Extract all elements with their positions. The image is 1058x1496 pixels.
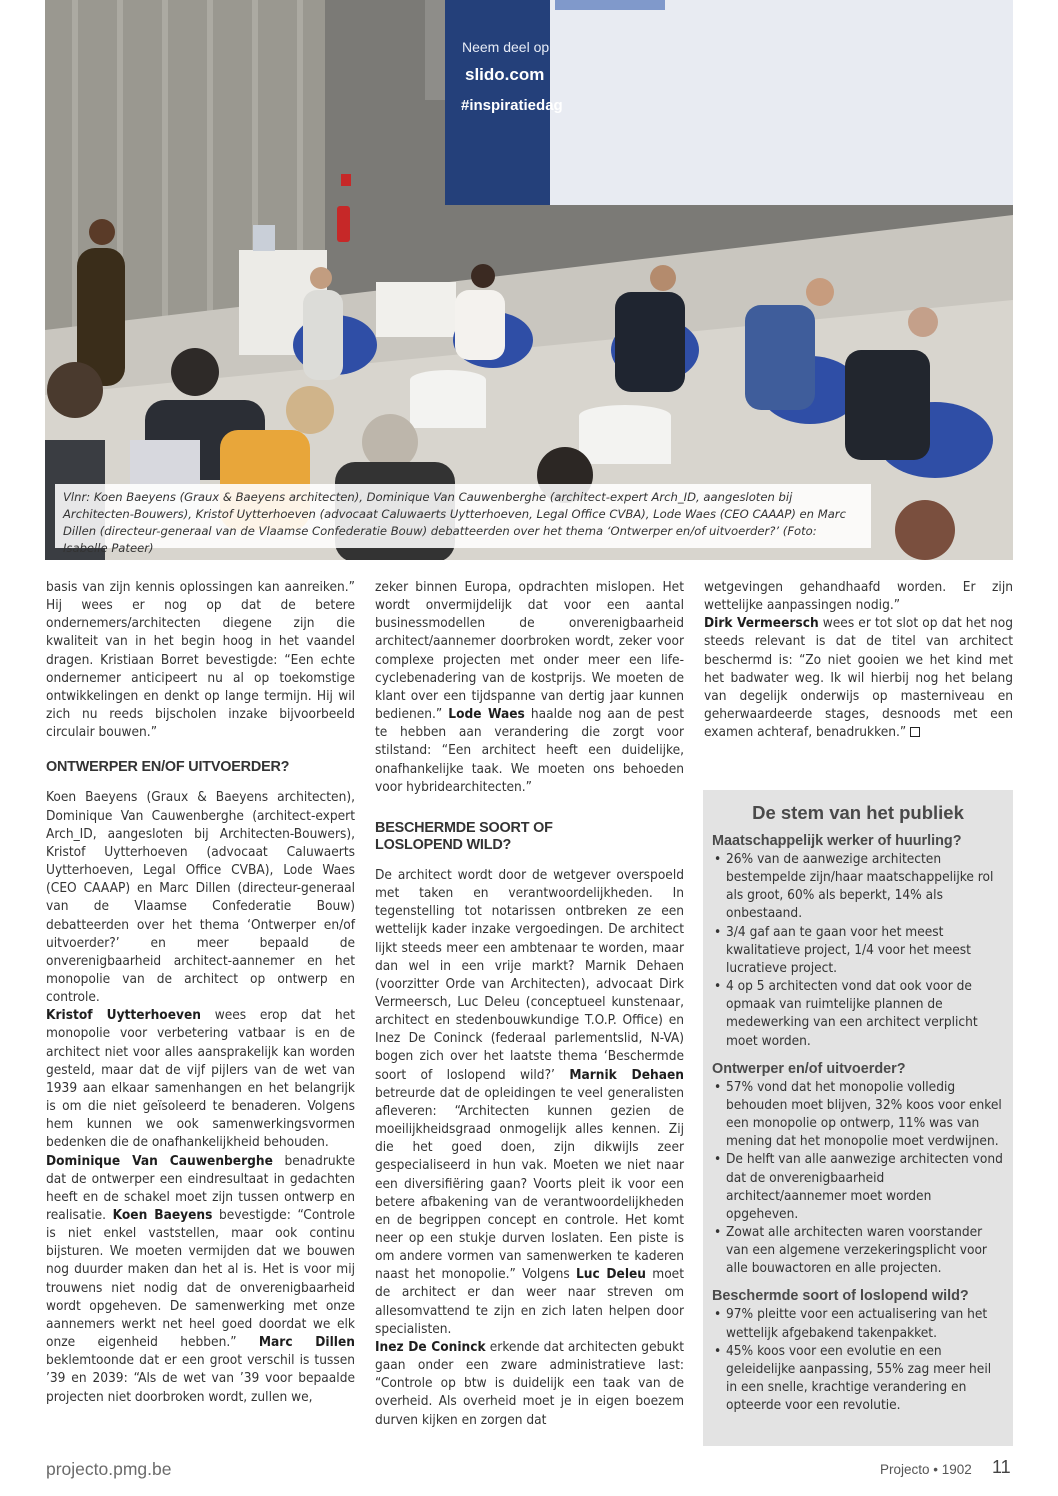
- paragraph: wetgevingen gehandhaafd worden. Er zijn wettelijke aanpassingen nodig.”: [704, 579, 1013, 614]
- footer-magazine-issue: Projecto • 1902: [880, 1462, 972, 1477]
- list-item: • 57% vond dat het monopolie volledig behouden moet blijven, 32% koos voor enkel een monopolie op ontwerp, 11% was van mening dat het monopolie moet verdwijnen.: [712, 1078, 1004, 1151]
- speaker-name: Lode Waes: [448, 706, 525, 723]
- speaker-name: Koen Baeyens: [112, 1207, 213, 1223]
- end-of-article-icon: [910, 727, 920, 737]
- paragraph: basis van zijn kennis oplossingen kan aanreiken.” Hij wees er nog op dat de betere ondernemers/architecten diegene zijn die kwaliteit van in het begin hoog in het vaandel dragen. Kristiaan Borret bevestigde: “Een echte ondernemer anticipeert nu al op toekomstige ontwikkelingen en denkt op lange termijn. Hij wil zich nu reeds bijscholen inzake bijvoorbeeld circulair bouwen.”: [46, 579, 355, 741]
- paragraph: [375, 1338, 684, 1429]
- paragraph-text: De architect wordt door de wetgever overspoeld met taken en verantwoordelijkheden. In tegenstelling tot notarissen ontbreken ze een wettelijk kader inzake vergoedingen. De architect lijkt steeds meer een ambtenaar te worden, maar dan wel in een vrije markt? Marnik Dehaen (voorzitter Orde van Architecten), advocaat Dirk Vermeersch, Luc Deleu (conceptueel kunstenaar, architect en stedenbouwkundige T.O.P. Office) en Inez De Coninck (federaal parlementslid, N-VA) bogen zich over het laatste thema ‘Beschermde soort of loslopend wild?’: [375, 866, 684, 1083]
- paragraph: [375, 866, 684, 1338]
- speaker-name: Kristof Uytterhoeven: [46, 1007, 201, 1024]
- box-subheading: Maatschappelijk werker of huurling?: [712, 833, 962, 849]
- screen-line-1: Neem deel op: [462, 39, 550, 55]
- section-heading-beschermde-soort: BESCHERMDE SOORT OF LOSLOPEND WILD?: [375, 819, 553, 853]
- list-item: • 4 op 5 architecten vond dat ook voor de opmaak van ruimtelijke plannen de medewerking van een architect verplicht moet worden.: [712, 977, 1004, 1050]
- paragraph-text: wees erop dat het monopolie voor verbetering vatbaar is en de architect niet voor alles aansprakelijk kan worden gesteld, maar dat de vijf pijlers van de wet van 1939 aan elkaar samenhangen en het belangrijk is om die niet geïsoleerd te benaderen. Volgens hem kunnen we ook samenwerkingsvormen bedenken die de onafhankelijkheid behouden.: [46, 1007, 355, 1151]
- list-item: • 97% pleitte voor een actualisering van het wettelijk afgebakend takenpakket.: [712, 1305, 1004, 1341]
- photo-caption: Vlnr: Koen Baeyens (Graux & Baeyens architecten), Dominique Van Cauwenberghe (architect-expert Arch_ID, aangesloten bij Architecten-Bouwers), Kristof Uytterhoeven (advocaat Caluwaerts Uytterhoeven, Legal Office CVBA), Lode Waes (CEO CAAAP) en Marc Dillen (directeur-generaal van de Vlaamse Confederatie Bouw) debatteerden over het thema ‘Ontwerper en/of uitvoerder?’ (Foto: Isabelle Pateer): [55, 484, 871, 548]
- list-item: • Zowat alle architecten waren voorstander van een algemene verzekeringsplicht voor alle bouwactoren en alle projecten.: [712, 1223, 1004, 1277]
- speaker-name: Dirk Vermeersch: [704, 615, 819, 632]
- paragraph-text: bevestigde: “Controle is niet enkel vaststellen, maar ook continu bijsturen. We moeten vermijden dat we bouwen nog duurder maken dan het al is. Het is voor mij trouwens niet nodig dat de onverenigbaarheid wordt opgeheven. De samenwerking met onze aannemers werkt net heel goed doordat we elk onze eigenheid hebben.”: [46, 1207, 355, 1351]
- paragraph: [704, 614, 1013, 741]
- column-2: [375, 578, 684, 1429]
- poll-results-box: [703, 790, 1013, 1446]
- paragraph-text: betreurde dat de opleidingen te veel generalisten afleveren: “Architecten kunnen gezien de moeilijkheidsgraad onmogelijk alles kennen. Zij die het goed doen, zijn dikwijls zeer gespecialiseerd in hun vak. Moeten we niet naar een diversifiëring gaan? Voorts pleit ik voor een betere afbakening van de verantwoordelijkheden en de begrippen concept en controle. Het komt neer op een stukje durven loslaten. Een piste is om andere vormen van samenwerken te kaderen naast het monopolie.” Volgens: [375, 1084, 684, 1283]
- photo-illustration: [45, 0, 1013, 560]
- paragraph: [375, 578, 684, 796]
- screen-line-2: slido.com: [465, 65, 545, 84]
- poll-list: [712, 1305, 1004, 1414]
- paragraph-text: erkende dat architecten gebukt gaan onder een zware administratieve last: “Controle op btw is duidelijk een taak van de overheid. Als overheid moet je in eigen boezem durven kijken en zorgen dat: [375, 1338, 684, 1428]
- speaker-name: Dominique Van Cauwenberghe: [46, 1152, 273, 1169]
- event-photo: [45, 0, 1013, 560]
- paragraph-text: moet de architect er dan weer naar streven om allesomvattend te zijn en zich laten helpen door specialisten.: [375, 1266, 684, 1337]
- footer-url[interactable]: projecto.pmg.be: [46, 1459, 172, 1479]
- paragraph-text: benadrukte dat de ontwerper een eindresultaat in gedachten heeft en de schakel moet zijn tussen ontwerp en realisatie.: [46, 1152, 355, 1223]
- list-item: • De helft van alle aanwezige architecten vond dat de onverenigbaarheid architect/aannemer moet worden opgeheven.: [712, 1150, 1004, 1223]
- column-3: [704, 578, 1013, 741]
- screen-line-3: #inspiratiedag: [461, 97, 563, 114]
- speaker-name: Luc Deleu: [576, 1266, 647, 1283]
- speaker-name: Inez De Coninck: [375, 1338, 486, 1355]
- paragraph: [46, 1006, 355, 1151]
- list-item: • 3/4 gaf aan te gaan voor het meest kwalitatieve project, 1/4 voor het meest lucratieve project.: [712, 923, 1004, 977]
- list-item: • 45% koos voor een evolutie en een geleidelijke aanpassing, 55% zag meer heil in een snelle, krachtige verandering en opteerde voor een revolutie.: [712, 1342, 1004, 1415]
- page-number: 11: [992, 1457, 1011, 1477]
- paragraph-text: zeker binnen Europa, opdrachten mislopen. Het wordt onvermijdelijk dat voor een aantal businessmodellen de onverenigbaarheid architect/aannemer doorbroken wordt, zeker voor complexe projecten met onder meer een life-cyclebenadering van de kostprijs. We moeten de klant over een tijdspanne van dertig jaar kunnen bedienen.”: [375, 579, 684, 723]
- box-subheading: Ontwerper en/of uitvoerder?: [712, 1060, 906, 1077]
- box-title: De stem van het publiek: [752, 802, 964, 823]
- box-subheading: Beschermde soort of loslopend wild?: [712, 1288, 969, 1305]
- paragraph-text: beklemtoonde dat er een groot verschil is tussen ’39 en 2039: “Als de wet van ’39 voor bepaalde projecten niet doorbroken wordt, zullen we,: [46, 1352, 355, 1405]
- speaker-name: Marnik Dehaen: [569, 1066, 684, 1083]
- poll-list: [712, 850, 1004, 1050]
- poll-list: [712, 1078, 1004, 1278]
- paragraph: Koen Baeyens (Graux & Baeyens architecten), Dominique Van Cauwenberghe (architect-expert Arch_ID, aangesloten bij Architecten-Bouwers), Kristof Uytterhoeven (advocaat Caluwaerts Uytterhoeven, Legal Office CVBA), Lode Waes (CEO CAAAP) en Marc Dillen (directeur-generaal van de Vlaamse Confederatie Bouw) debatteerden over het thema ‘Ontwerper en/of uitvoerder?’ en meer bepaald de onverenigbaarheid architect-aannemer en het monopolie van de architect op ontwerp en controle.: [46, 789, 355, 1006]
- column-1: [46, 578, 355, 1406]
- list-item: • 26% van de aanwezige architecten bestempelde zijn/haar maatschappelijke rol als groot, 60% als beperkt, 14% als onbestaand.: [712, 850, 1004, 923]
- paragraph-text: wees er tot slot op dat het nog steeds relevant is dat de titel van architect beschermd is: “Zo niet gooien we het kind met het badwater weg. Ik wil hierbij nog het belang van degelijk onderwijs op masterniveau en geherwaardeerde stages, desnoods met een examen achteraf, benadrukken.”: [704, 615, 1013, 741]
- section-heading-ontwerper: ONTWERPER EN/OF UITVOERDER?: [46, 759, 290, 776]
- paragraph: [46, 1152, 355, 1406]
- paragraph-text: haalde nog aan de pest te hebben aan verandering die zorgt voor stilstand: “Een architect heeft een duidelijke, onafhankelijke taak. We moeten ons behoeden voor hybridearchitecten.”: [375, 706, 684, 795]
- speaker-name: Marc Dillen: [258, 1334, 355, 1351]
